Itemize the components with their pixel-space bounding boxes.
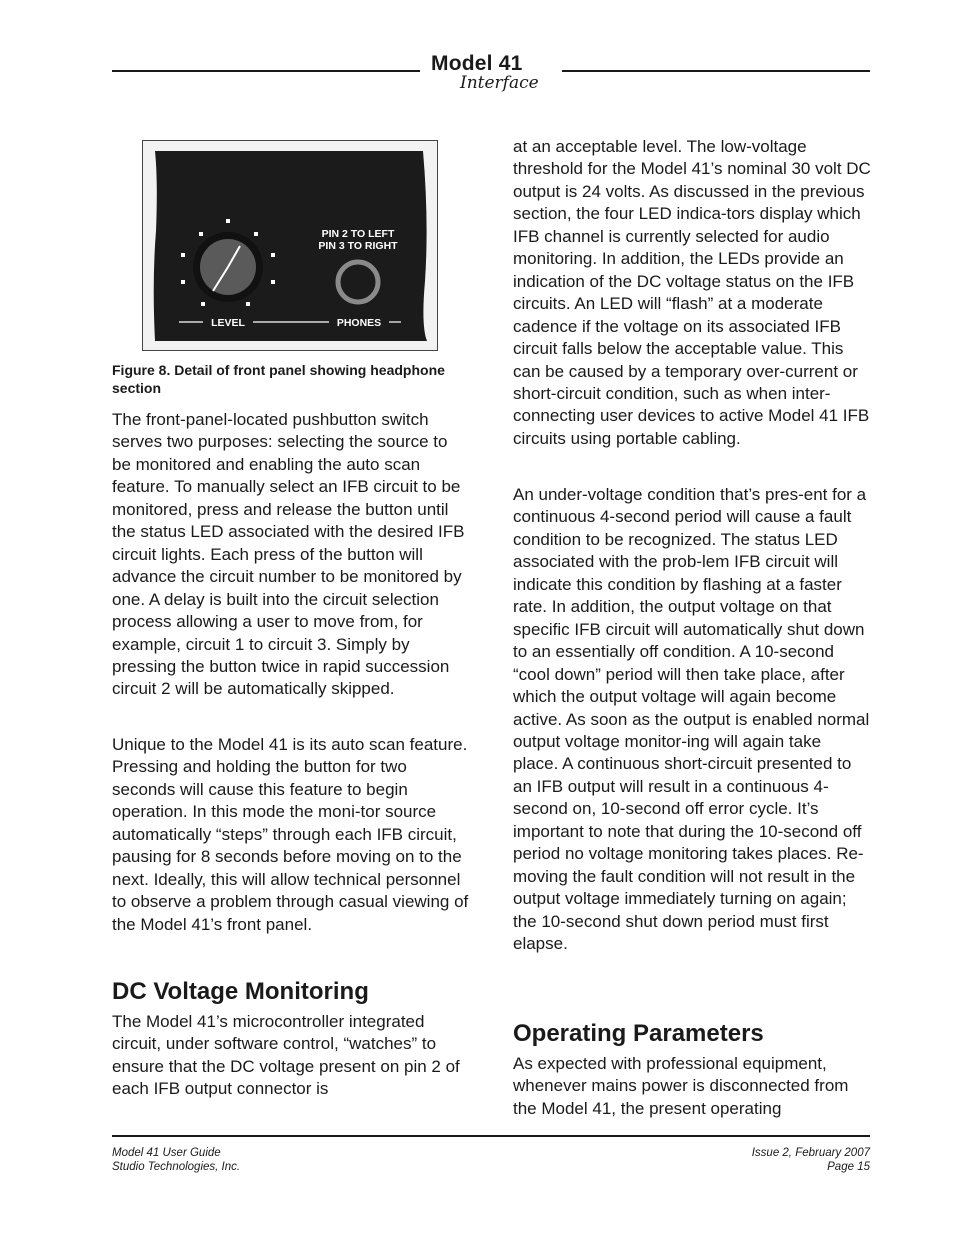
footer-rule (112, 1135, 870, 1137)
pin-label-line2: PIN 3 TO RIGHT (318, 240, 398, 252)
header-subtitle: Interface (460, 73, 539, 93)
footer-page-number: Page 15 (827, 1161, 870, 1173)
right-paragraph-1: at an acceptable level. The low-voltage threshold for the Model 41’s nominal 30 volt DC output is 24 volts. As discussed in the previous section, the four LED indica-tors display which IFB channel is currently selected for audio monitoring. In addition, the LEDs provide an indication of the DC voltage status on the IFB circuits. An LED will “flash” at a moderate cadence if the voltage on its associated IFB circuit falls below the acceptable value. This can be caused by a temporary over-current or short-circuit condition, such as when inter-connecting user devices to active Model 41 IFB circuits using portable cabling. (513, 137, 871, 448)
figure-caption: Figure 8. Detail of front panel showing headphone section (112, 362, 445, 396)
header-rule-left (112, 70, 420, 72)
front-panel-figure (142, 140, 438, 351)
right-paragraph-3: As expected with professional equipment, whenever mains power is disconnected from the Model 41, the present operating (513, 1054, 849, 1118)
phones-label: PHONES (336, 317, 382, 329)
footer-right (752, 1146, 870, 1174)
left-paragraph-3: The Model 41’s microcontroller integrated circuit, under software control, “watches” to ensure that the DC voltage present on pin 2 of each IFB output connector is (112, 1012, 460, 1099)
pin-label-line1: PIN 2 TO LEFT (321, 228, 395, 240)
footer-left (112, 1146, 240, 1174)
phones-jack (338, 262, 378, 302)
right-paragraph-2: An under-voltage condition that’s pres-ent for a continuous 4-second period will cause a fault condition to be recognized. The status LED associated with the prob-lem IFB circuit will indicate this condition by flashing at a faster rate. In addition, the output voltage on that specific IFB circuit will automatically shut down to an essentially off condition. A 10-second “cool down” period will then take place, after which the output voltage will again become active. As soon as the output is enabled normal output voltage monitor-ing will again take place. A continuous short-circuit presented to an IFB output will result in a continuous 4-second on, 10-second off error cycle. It’s important to note that during the 10-second off period no voltage monitoring takes places. Re-moving the fault condition will not result in the output voltage immediately turning on again; the 10-second shut down period must first elapse. (513, 485, 870, 954)
pin-assignment-label (303, 228, 413, 252)
left-paragraph-1: The front-panel-located pushbutton switch serves two purposes: selecting the source to be monitored and enabling the auto scan feature. To manually select an IFB circuit to be monitored, press and release the button until the status LED associated with the desired IFB circuit lights. Each press of the button will advance the circuit number to be monitored by one. A delay is built into the circuit selection process allowing a user to move from, for example, circuit 1 to circuit 3. Simply by pressing the button twice in rapid succession circuit 2 will be automatically skipped. (112, 410, 465, 699)
section-heading-operating-parameters: Operating Parameters (513, 1020, 764, 1047)
header-title: Model 41 (431, 52, 523, 75)
footer-issue: Issue 2, February 2007 (751, 1147, 870, 1159)
left-paragraph-2: Unique to the Model 41 is its auto scan feature. Pressing and holding the button for two seconds will cause this feature to begin operation. In this mode the moni-tor source automatically “steps” through each IFB circuit, pausing for 8 seconds before moving on to the next. Ideally, this will allow technical personnel to observe a problem through casual viewing of the Model 41’s front panel. (112, 735, 469, 934)
footer-company: Studio Technologies, Inc. (112, 1161, 241, 1173)
header-rule-right (562, 70, 870, 72)
section-heading-dc-voltage: DC Voltage Monitoring (112, 978, 369, 1005)
footer-guide-title: Model 41 User Guide (112, 1147, 221, 1159)
level-label: LEVEL (211, 317, 245, 329)
